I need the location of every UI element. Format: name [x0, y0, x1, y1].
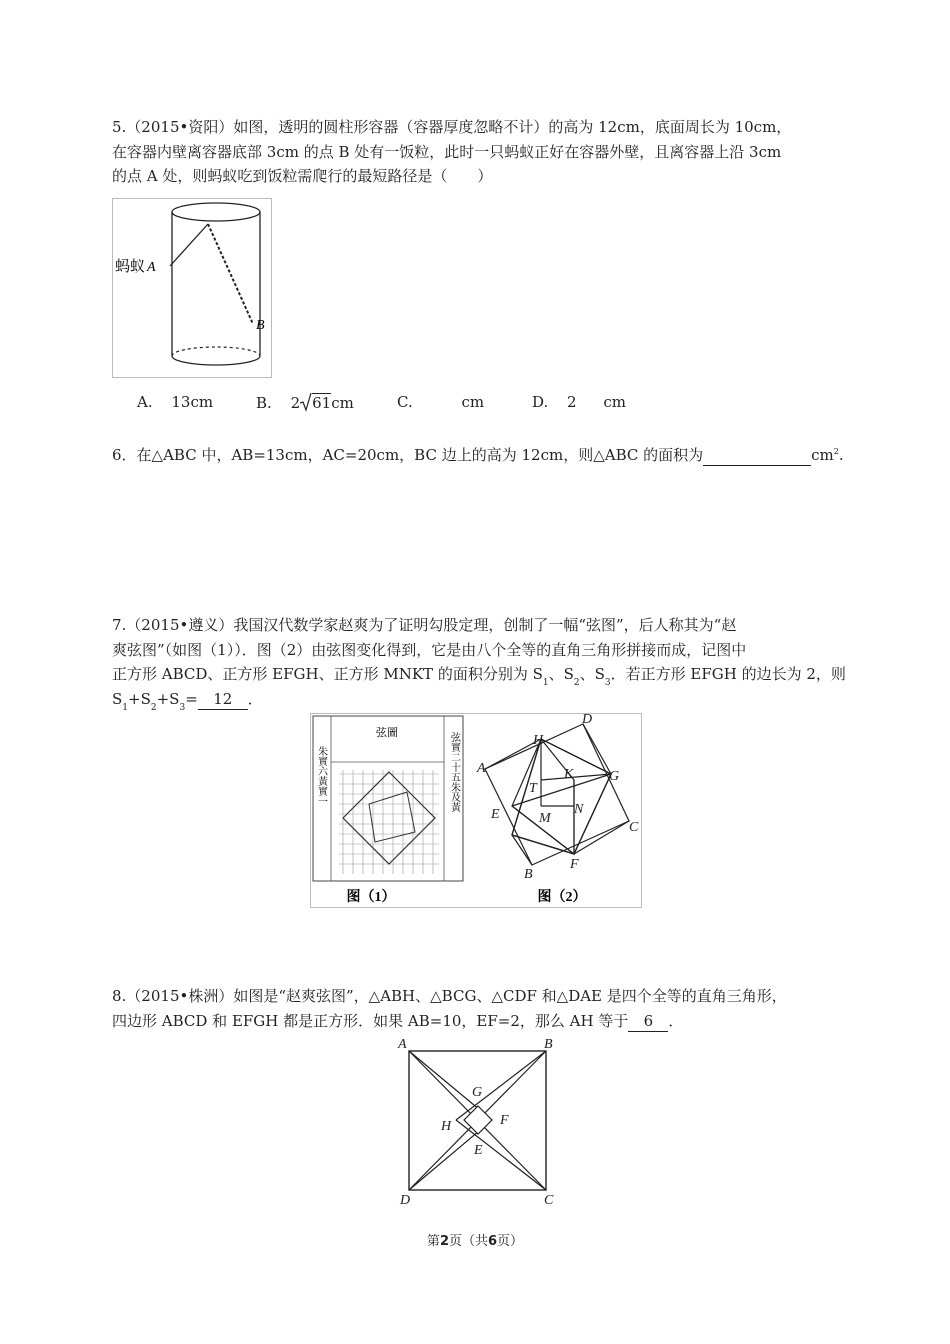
- fig1-caption: 图（1）: [346, 890, 396, 905]
- q8-label-f: F: [500, 1113, 509, 1128]
- q5-option-c: [397, 392, 484, 412]
- q6-answer-blank: [703, 445, 811, 466]
- q7-sub-2: 2: [573, 678, 580, 688]
- footer-post: 页）: [497, 1234, 524, 1249]
- footer-pre: 第: [426, 1234, 440, 1249]
- option-b-letter: B.: [256, 394, 272, 412]
- fig2-label-n: N: [574, 802, 584, 817]
- q8-line2-text: 四边形 ABCD 和 EFGH 都是正方形．如果 AB=10，EF=2，那么 AH 等于: [112, 1012, 629, 1030]
- q7-S: S: [112, 690, 123, 708]
- fig2-label-m: M: [539, 811, 551, 826]
- fig2-label-f: F: [570, 857, 579, 872]
- q7-end: ．: [247, 690, 263, 708]
- q7-l4-sub-3: 3: [179, 703, 186, 713]
- q7-eq: =: [185, 690, 198, 708]
- point-a-label: A: [147, 260, 156, 275]
- q7-plus-2: +S: [156, 690, 180, 708]
- option-b-coef: 2: [290, 394, 301, 412]
- q8-label-e: E: [474, 1143, 483, 1158]
- fig1-right-text: 弦實二十五朱及黃: [448, 732, 460, 812]
- footer-mid: 页（共: [448, 1234, 488, 1249]
- option-d-coef: 2: [567, 393, 577, 411]
- variant-xian-tu-figure: [485, 724, 629, 865]
- q7-sub-1: 1: [542, 678, 549, 688]
- q8-end: ．: [668, 1012, 684, 1030]
- q7-line3-pre: 正方形 ABCD、正方形 EFGH、正方形 MNKT 的面积分别为 S: [112, 665, 543, 683]
- fig2-label-e: E: [491, 807, 500, 822]
- q5-line2: 在容器内壁离容器底部 3cm 的点 B 处有一饭粒，此时一只蚂蚁正好在容器外壁，且离容器上沿 3cm: [112, 143, 782, 161]
- q7-figures: [310, 713, 642, 908]
- fig2-label-k: K: [564, 767, 574, 782]
- fig1-left-text: 朱實六黃實一: [315, 746, 327, 806]
- fig2-label-b: B: [524, 867, 533, 882]
- q6-end: .: [838, 446, 844, 464]
- q8-line2: [112, 1011, 683, 1032]
- q7-answer: 12: [198, 689, 248, 710]
- q7-line3-post: ．若正方形 EFGH 的边长为 2，则: [610, 665, 846, 683]
- ant-label: 蚂蚁: [115, 259, 146, 275]
- q7-sep-2: 、S: [579, 665, 605, 683]
- q5-option-d: [532, 392, 626, 412]
- fig2-label-c: C: [629, 820, 639, 835]
- q6-unit: cm: [811, 446, 834, 464]
- q7-l4-sub-2: 2: [150, 703, 157, 713]
- q6-line: [112, 442, 844, 466]
- footer-page-number: 2: [439, 1234, 449, 1249]
- option-d-unit: cm: [603, 393, 626, 411]
- point-b-label: B: [256, 318, 265, 333]
- q7-line4: [112, 689, 263, 718]
- q6-unit-sup: 2: [833, 447, 839, 456]
- q5-line3: 的点 A 处，则蚂蚁吃到饭粒需爬行的最短路径是（ ）: [112, 167, 493, 185]
- q6-text: 6．在△ABC 中，AB=13cm，AC=20cm，BC 边上的高为 12cm，则△ABC 的面积为: [112, 446, 704, 464]
- q7-line2: 爽弦图”（如图（1））．图（2）由弦图变化得到，它是由八个全等的直角三角形拼接而成，记图中: [112, 641, 747, 659]
- q5-option-b: [256, 392, 354, 413]
- q5-line1: 5.（2015•资阳）如图，透明的圆柱形容器（容器厚度忽略不计）的高为 12cm，底面周长为 10cm，: [112, 118, 792, 136]
- q8-label-h: H: [441, 1119, 452, 1134]
- q8-label-a: A: [398, 1037, 407, 1052]
- option-c-letter: C.: [397, 393, 413, 411]
- sqrt-sign: [300, 392, 331, 413]
- option-b-radicand: 61: [312, 394, 332, 412]
- fig2-caption: 图（2）: [537, 890, 587, 905]
- q8-label-g: G: [472, 1085, 483, 1100]
- page-footer: [0, 1230, 950, 1249]
- q7-sep-1: 、S: [548, 665, 574, 683]
- q7-l4-sub-1: 1: [122, 703, 129, 713]
- option-d-letter: D.: [532, 393, 549, 411]
- q7-sub-3: 3: [604, 678, 611, 688]
- q8-label-d: D: [400, 1193, 411, 1206]
- q8-figure: [392, 1036, 556, 1206]
- fig2-label-t: T: [529, 781, 537, 796]
- q5-cylinder-figure: [112, 198, 272, 378]
- q5-option-a: [137, 392, 213, 412]
- footer-total-pages: 6: [488, 1234, 498, 1249]
- option-a-letter: A.: [137, 393, 153, 411]
- option-c-unit: cm: [461, 393, 485, 411]
- option-b-unit: cm: [331, 394, 354, 412]
- q8-label-c: C: [544, 1193, 554, 1206]
- fig2-label-d: D: [582, 714, 593, 727]
- q7-plus-1: +S: [128, 690, 151, 708]
- fig2-label-h: H: [533, 733, 544, 748]
- xian-tu-figure: [313, 716, 463, 881]
- q8-label-b: B: [544, 1037, 553, 1052]
- fig2-label-g: G: [609, 769, 620, 784]
- q8-line1: 8.（2015•株洲）如图是“赵爽弦图”，△ABH、△BCG、△CDF 和△DAE 是四个全等的直角三角形，: [112, 987, 787, 1005]
- q7-line1: 7.（2015•遵义）我国汉代数学家赵爽为了证明勾股定理，创制了一幅“弦图”，后人称其为“赵: [112, 616, 737, 634]
- fig2-label-a: A: [477, 761, 486, 776]
- option-a-text: 13cm: [171, 393, 214, 411]
- fig1-top-text: 弦圖: [376, 727, 398, 739]
- q8-answer: 6: [628, 1011, 668, 1032]
